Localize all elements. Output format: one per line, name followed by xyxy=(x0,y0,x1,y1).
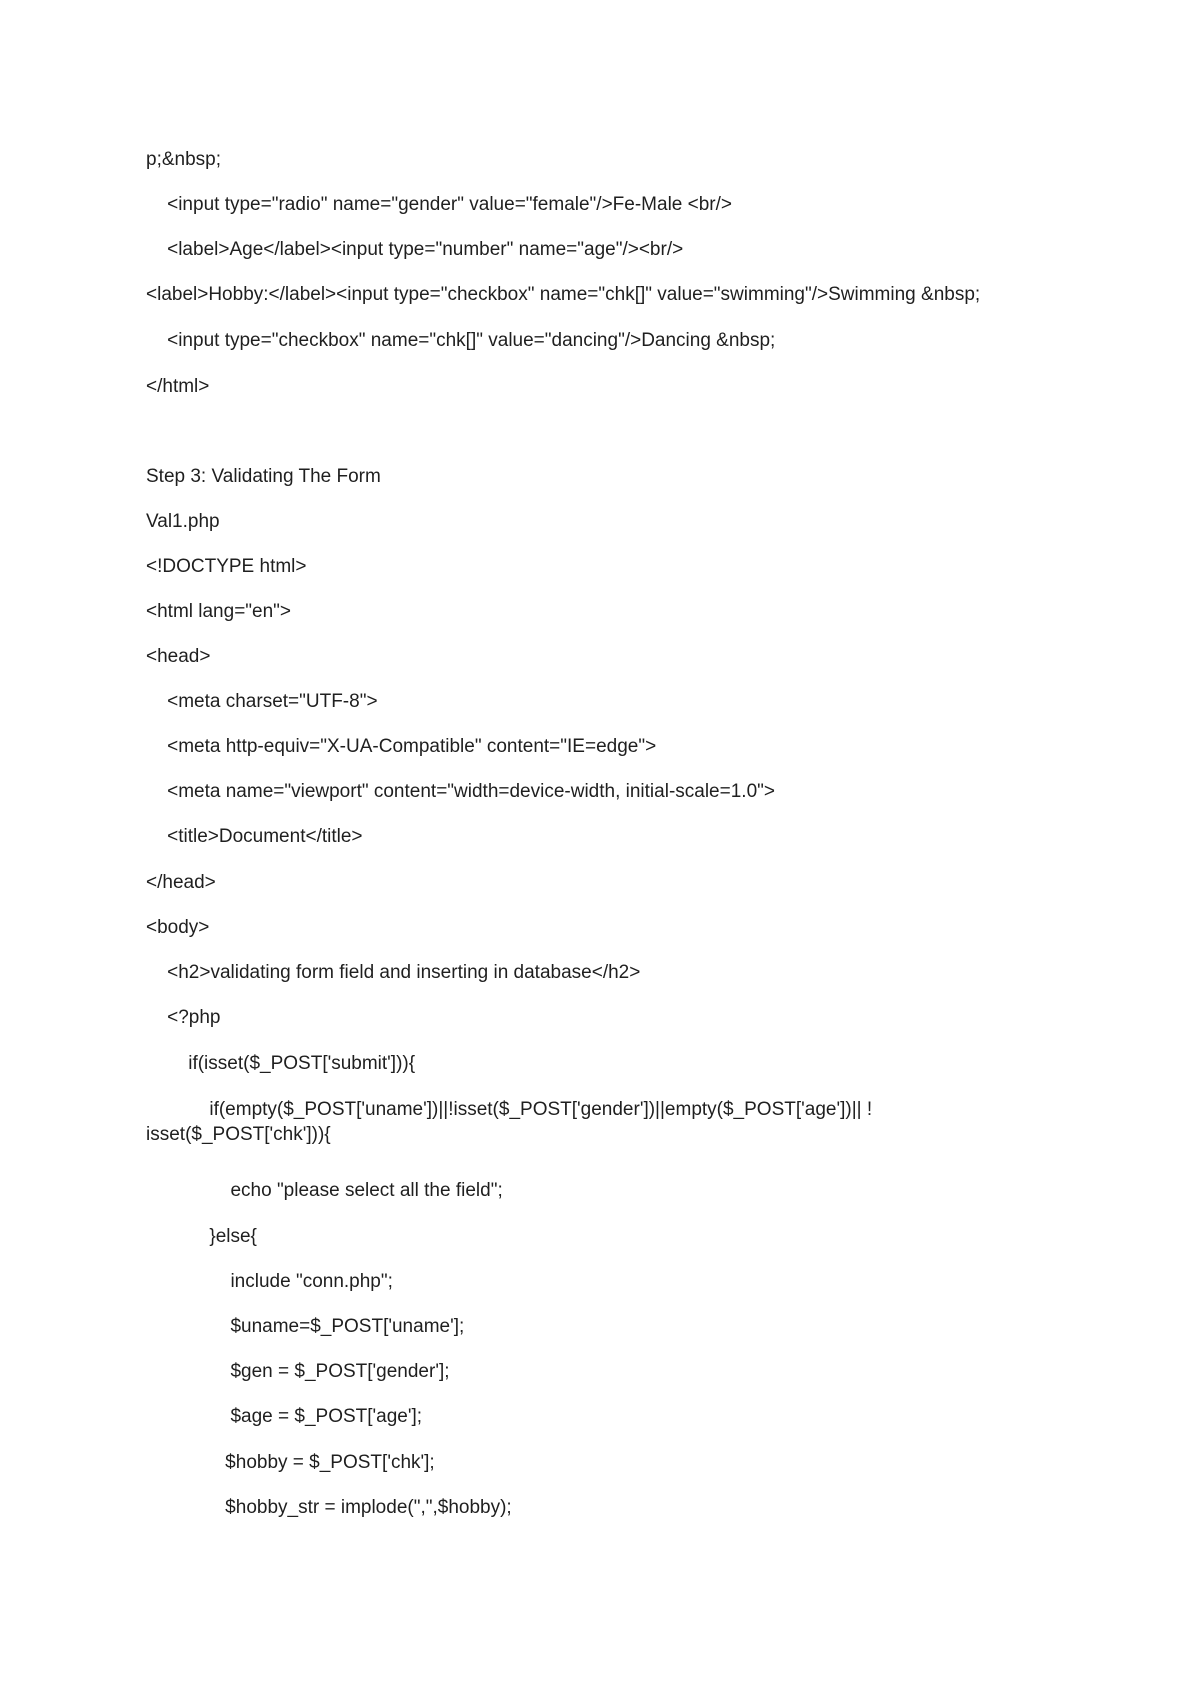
code-line-6: <meta name="viewport" content="width=device-width, initial-scale=1.0"> xyxy=(146,781,775,802)
code-line-21: $hobby_str = implode(",",$hobby); xyxy=(146,1497,512,1518)
doc-line-6: </html> xyxy=(146,376,210,397)
code-line-13-wrap: isset($_POST['chk'])){ xyxy=(146,1124,331,1145)
doc-line-1: p;&nbsp; xyxy=(146,149,221,170)
doc-line-3: <label>Age</label><input type="number" name="age"/><br/> xyxy=(146,239,684,260)
code-line-2: <html lang="en"> xyxy=(146,601,292,622)
code-line-3: <head> xyxy=(146,646,211,667)
code-line-19: $age = $_POST['age']; xyxy=(146,1406,423,1427)
code-line-1: <!DOCTYPE html> xyxy=(146,556,307,577)
code-line-18: $gen = $_POST['gender']; xyxy=(146,1361,450,1382)
code-line-11: <?php xyxy=(146,1007,221,1028)
code-line-20: $hobby = $_POST['chk']; xyxy=(146,1452,435,1473)
doc-line-4: <label>Hobby:</label><input type="checkbox" name="chk[]" value="swimming"/>Swimming &nbsp; xyxy=(146,284,981,305)
code-line-5: <meta http-equiv="X-UA-Compatible" content="IE=edge"> xyxy=(146,736,657,757)
code-line-4: <meta charset="UTF-8"> xyxy=(146,691,378,712)
code-line-17: $uname=$_POST['uname']; xyxy=(146,1316,465,1337)
doc-line-2: <input type="radio" name="gender" value="female"/>Fe-Male <br/> xyxy=(146,194,733,215)
code-line-15: }else{ xyxy=(146,1226,257,1247)
section-heading: Step 3: Validating The Form xyxy=(146,466,381,487)
doc-line-5: <input type="checkbox" name="chk[]" value="dancing"/>Dancing &nbsp; xyxy=(146,330,776,351)
code-line-14: echo "please select all the field"; xyxy=(146,1180,503,1201)
code-line-10: <h2>validating form field and inserting in database</h2> xyxy=(146,962,641,983)
code-line-12: if(isset($_POST['submit'])){ xyxy=(146,1053,416,1074)
code-line-13: if(empty($_POST['uname'])||!isset($_POST['gender'])||empty($_POST['age'])|| ! xyxy=(146,1099,873,1120)
code-line-16: include "conn.php"; xyxy=(146,1271,393,1292)
code-line-9: <body> xyxy=(146,917,210,938)
code-line-8: </head> xyxy=(146,872,216,893)
code-line-7: <title>Document</title> xyxy=(146,826,363,847)
file-name: Val1.php xyxy=(146,511,220,532)
